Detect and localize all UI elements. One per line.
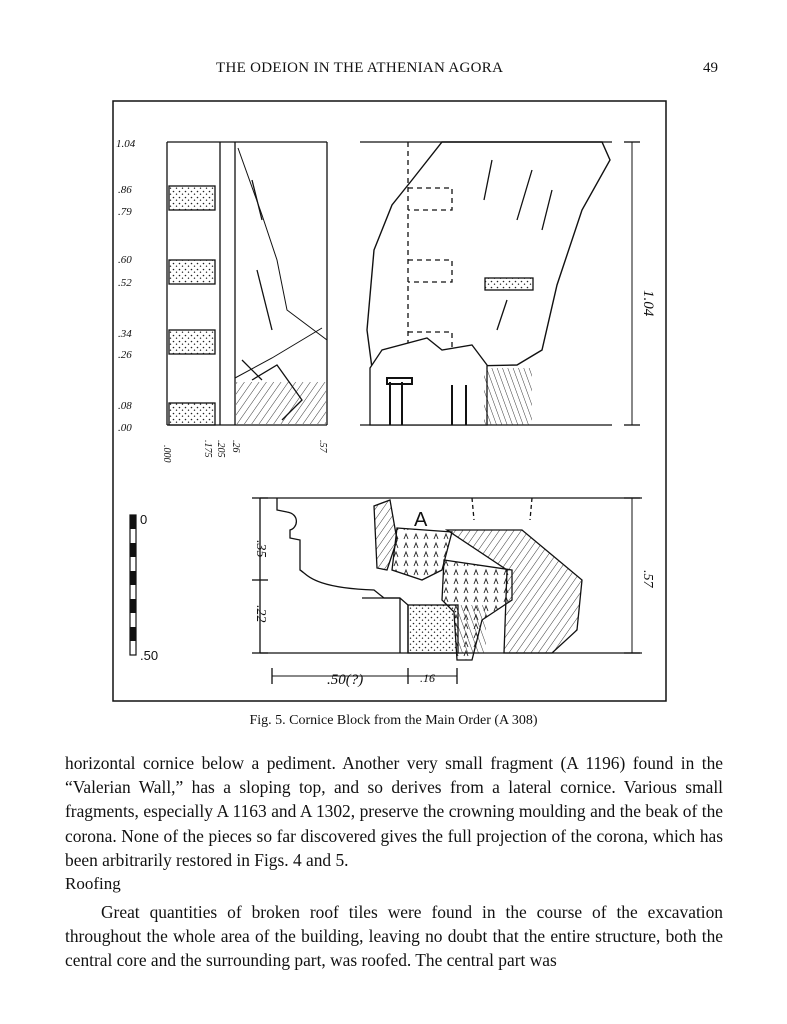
scale-label-104: 1.04 (116, 138, 136, 150)
scale-bar (130, 512, 158, 663)
section-heading: Roofing (65, 874, 121, 893)
running-head-title: THE ODEION IN THE ATHENIAN AGORA (216, 60, 504, 76)
scale-label-60: .60 (118, 254, 132, 266)
height-dimension-label: 1.04 (640, 290, 656, 317)
paragraph-1-text: horizontal cornice below a pediment. Another very small fragment (A 1196) found in the “Valerian Wall,” has a sloping top, and so derives from a lateral cornice. Various small fragments, especially A 1163 and A 1302, preserve the crowning moulding and the beak of the corona. None of the pieces so far discovered gives the full projection of the corona, which has been arbitrarily restored in Figs. 4 and 5. (65, 753, 723, 870)
body-paragraph-1 (65, 751, 723, 872)
bottom-scale-175: .175 (202, 440, 213, 458)
scale-label-34: .34 (118, 328, 132, 340)
paragraph-2-text: Great quantities of broken roof tiles were found in the course of the excavation throughout the whole area of the building, leaving no doubt that the entire structure, both the central core and the surrounding part, was roofed. The central part was (65, 902, 723, 971)
cross-section (252, 498, 642, 684)
bottom-scale-000: .000 (161, 445, 172, 463)
scale-label-00: .00 (118, 422, 132, 434)
right-elevation (360, 142, 640, 425)
left-elevation (167, 142, 327, 425)
section-dim-width: .50(?) (327, 672, 364, 688)
section-dim-upper: .35 (253, 540, 268, 558)
section-dim-right: .57 (640, 570, 655, 588)
scale-bar-end: .50 (140, 648, 159, 663)
figure-cornice-block (112, 100, 667, 702)
page-number: 49 (703, 60, 718, 76)
scale-label-08: .08 (118, 400, 132, 412)
figure-drawing (112, 100, 667, 702)
section-label-a: A (414, 509, 428, 531)
section-dim-lower: .22 (253, 605, 268, 623)
bottom-scale (161, 440, 328, 463)
scale-label-79: .79 (118, 206, 132, 218)
left-scale (116, 138, 136, 434)
scale-label-86: .86 (118, 184, 132, 196)
section-dim-small: .16 (420, 671, 435, 685)
running-head (0, 60, 787, 84)
scale-label-26: .26 (118, 349, 132, 361)
body-paragraph-2 (65, 900, 723, 973)
figure-caption: Fig. 5. Cornice Block from the Main Order (A 308) (249, 713, 538, 728)
bottom-scale-57: .57 (317, 440, 328, 453)
bottom-scale-205: .205 (215, 440, 226, 458)
scale-bar-start: 0 (140, 512, 148, 527)
scale-label-52: .52 (118, 277, 132, 289)
bottom-scale-26: .26 (230, 440, 241, 453)
